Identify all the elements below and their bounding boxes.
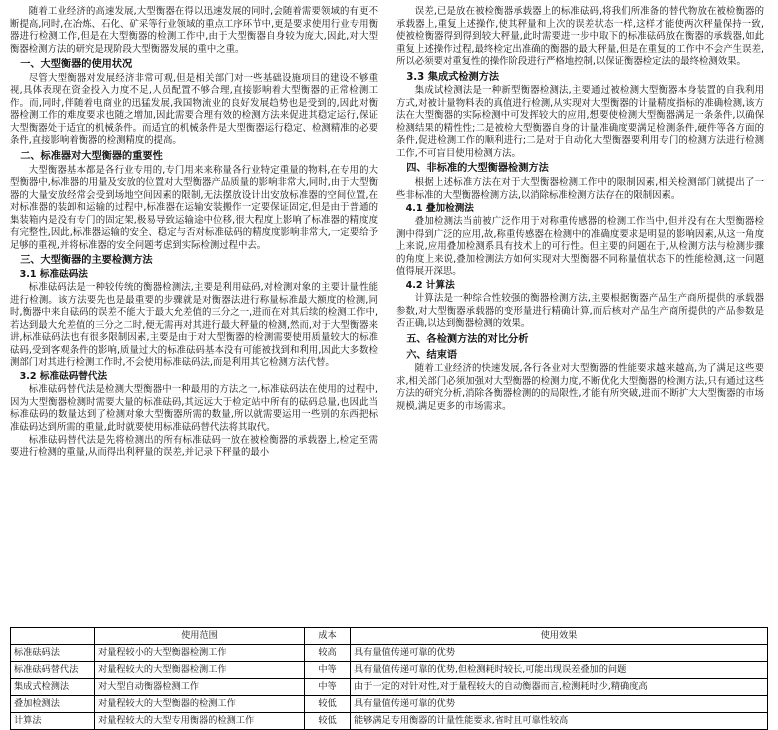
subsection-heading: 4.2 计算法 — [405, 279, 455, 291]
table-header-cell-cost: 成本 — [305, 628, 351, 645]
table-cell-effect: 具有量值传递可靠的优势 — [351, 644, 768, 661]
body-paragraph: 标准砝码替代法是先将检测出的所有标准砝码一放在被检衡器的承载器上,检定至需要进行检测的重量,从而得出利秤量的误差,并记录下秤量的最小 — [10, 434, 378, 459]
table-row — [11, 644, 768, 661]
table-cell-usage: 对大型自动衡器检测工作 — [95, 678, 305, 695]
table-cell-method-name: 计算法 — [11, 712, 95, 729]
table-cell-effect: 具有量值传递可靠的优势 — [351, 695, 768, 712]
body-paragraph: 集成试检测法是一种新型衡器检测法,主要通过被检测大型衡器本身装置的自我利用方式,对被计量物料表的真值进行检测,从实现对大型衡器的计量精度指标的准确检测,该方法在大型衡器的实际检测中可发挥较大的应用,想要使检测大型衡器满足一条条件,以确保检测结果的精性性;二是被检大型衡器自身的计量准确度要满足检测条件,硬件等各方面的条件,促进检测工作的顺利进行;二是对于自动化大型衡器要利用专门的检测方法进行检测工作,不可盲目使用检测方法。 — [396, 85, 764, 159]
table-cell-effect: 能够满足专用衡器的计量性能要求,省时且可靠性较高 — [351, 712, 768, 729]
table-body — [11, 644, 768, 729]
table-row — [11, 695, 768, 712]
body-paragraph: 随着工业经济的高速发展,大型衡器在得以迅速发展的同时,会随着需要领域的有更不断提高,同时,在冶炼、石化、矿采等行业领域的重点工序环节中,更是要求使用行业专用衡器进行检测工作,但是在大型衡器的检测工作中,由于大型衡器自身较为庞大,因此,对大型衡器检测方法的研究是现阶段大型衡器发展的重中之重。 — [10, 6, 378, 55]
table-header-row — [11, 628, 768, 645]
comparison-table — [10, 627, 768, 730]
body-paragraph: 标准砝码替代法是检测大型衡器中一种最用的方法之一,标准砝码法在使用的过程中,因为大型衡器检测时需要大量的标准砝码,其远远大于检定站中所有的砝码总量,也因此当标准砝码的数量达到了检测对象大型衡器所需的数量,所以就需要运用一些别的东西把标准砝码达到所需的重量,此时就要使用标准砝码替代法将其取代。 — [10, 384, 378, 433]
table-cell-usage: 对量程较大的大型衡器检测工作 — [95, 661, 305, 678]
subsection-heading: 4.1 叠加检测法 — [405, 203, 474, 215]
article-columns — [10, 6, 768, 621]
table-cell-cost: 较低 — [305, 695, 351, 712]
table-cell-cost: 较高 — [305, 644, 351, 661]
table-row — [11, 678, 768, 695]
table-cell-method-name: 集成式检测法 — [11, 678, 95, 695]
table-cell-usage: 对量程较大的大型衡器的检测工作 — [95, 695, 305, 712]
section-heading: 3.3 集成式检测方法 — [406, 71, 500, 83]
table-cell-cost: 中等 — [305, 661, 351, 678]
subsection-heading: 3.1 标准砝码法 — [19, 268, 88, 280]
table-cell-effect: 具有量值传递可靠的优势,但检测耗时较长,可能出现误差叠加的问题 — [351, 661, 768, 678]
table-header-cell-blank — [11, 628, 95, 645]
table-header — [11, 628, 768, 645]
table-cell-method-name: 标准砝码法 — [11, 644, 95, 661]
right-column — [396, 6, 764, 621]
body-paragraph: 标准砝码法是一种较传统的衡器检测法,主要是利用砝码,对检测对象的主要计量性能进行检测。该方法要先也是最重要的步骤就是对衡器法进行称量标准最大额度的检测,同时,衡器中来自砝码的误差不能大于最大允差值的三分之一,进而在对其后续的检测工作中,若达到最大允差值的三分之二时,便无需再对其进行最大秤量的检测,然而,对于大型衡器来讲,标准砝码法也有很多限制因素,主要是由于对大型衡器的检测需要使用质量较大的标准砝码,受到客观条件的影响,质量过大的标准砝码基本没有可能被找到和利用,因此大多数检测部门对其进行检测工作时,不会使用标准砝码法,而是利用其它检测方法代替。 — [10, 282, 378, 369]
table-cell-cost: 较低 — [305, 712, 351, 729]
table-cell-usage: 对量程较小的大型衡器检测工作 — [95, 644, 305, 661]
body-paragraph: 尽管大型衡器对发展经济非常可观,但是相关部门对一些基础设施项目的建设不够重视,具体表现在资金投入力度不足,人员配置不够合理,直接影响着大型衡器的正常检测工作。而,同时,伴随着电商业的迅猛发展,我国物流业的良好发展趋势也是受到的,因此对衡器检测工作的难度要求也随之增加,因此需要合理有效的检测方法来促进其稳定运行,保证大型衡器处于适宜的机械条件。而适宜的机械条件是大型衡器运行稳定、检测精准的必要条件,直接影响着衡器的检测精度的提高。 — [10, 72, 378, 147]
body-paragraph: 误差,已是放在被检衡器承载器上的标准砝码,将我们所准备的替代物放在被检衡器的承载器上,重复上述操作,使其秤量和上次的误差状态一样,这样才能使两次秤量保持一致,使被检衡器得到得到较大秤量,此时需要进一步中取下的标准砝码放在衡器的承载器,如此重复上述操作过程,最终检定出准确的衡器的最大秤量,但是在重复的工作中不会产生误差,所以必须要对重复性的操作阶段进行严格地控制,以保证衡器检定法的最终检测效果。 — [396, 6, 764, 67]
body-paragraph: 计算法是一种综合性较强的衡器检测方法,主要根据衡器产品生产商所提供的承载器参数,对大型衡器承载器的变形量进行精确计算,而后核对产品生产商所提供的产品参数是否正确,以达到衡器检测的效果。 — [396, 293, 764, 330]
table-header-cell-effect: 使用效果 — [351, 628, 768, 645]
section-heading: 三、大型衡器的主要检测方法 — [20, 255, 153, 267]
table-header-cell-usage: 使用范围 — [95, 628, 305, 645]
table-cell-usage: 对量程较大的大型专用衡器的检测工作 — [95, 712, 305, 729]
table-cell-effect: 由于一定的对针对性,对于量程较大的自动衡器而言,检测耗时少,精确度高 — [351, 678, 768, 695]
section-heading: 二、标准器对大型衡器的重要性 — [20, 150, 163, 162]
body-paragraph: 随着工业经济的快速发展,各行各业对大型衡器的性能要求越来越高,为了满足这些要求,相关部门必须加强对大型衡器的检测力度,不断优化大型衡器的检测方法,只有通过这些方法的研究分析,消除各衡器检测的的局限性,才能有所突破,进而不断扩大大型衡器的市场规模,满足更多的市场需求。 — [396, 363, 764, 412]
section-heading: 六、结束语 — [406, 349, 458, 361]
section-heading: 五、各检测方法的对比分析 — [406, 333, 529, 345]
table-cell-method-name: 标准砝码替代法 — [11, 661, 95, 678]
body-paragraph: 大型衡器基本都是各行业专用的,专门用来来称量各行业特定重量的物料,在专用的大型衡器中,标准器的用量及安放的位置对大型衡器产品质量的影响非常大,同时,由于大型衡器的大量安放经常会受到场地空间因素的限制,无法摆放设计出安放标准器的空间位置,在对标准器的装卸和运输的过程中,标准器在运输安装搬作一定要保证固定,但是由于普通的集装箱内是没有专门的固定架,极易导致运输途中位移,很大程度上影响了标准器的精度度有完整性,因此,标准器运输的安全、稳定与否对标准砝码的精度度影响非常大,一定要给予足够的重视,并将标准器的安全问题考虑到实际检测过程中去。 — [10, 164, 378, 251]
body-paragraph: 根据上述标准方法在对于大型衡器检测工作中的限制因素,相关检测部门就提出了一些非标准的大型衡器检测方法,以消除标准检测方法存在的限制因素。 — [396, 177, 764, 201]
table-cell-method-name: 叠加检测法 — [11, 695, 95, 712]
left-column — [10, 6, 378, 621]
subsection-heading: 3.2 标准砝码替代法 — [19, 370, 108, 382]
section-heading: 四、非标准的大型衡器检测方法 — [406, 163, 549, 175]
body-paragraph: 叠加检测法当前被广泛作用于对称重传感器的检测工作当中,但并没有在大型衡器检测中得到广泛的应用,故,称重传感器在检测中的准确度要求是明显的影响因素,从这一角度上来说,应用叠加检测系具有技术上的可行性。但主要的问题在于,从检测方法与检测步骤的角度上来说,叠加检测法方如何实现对大型衡器不同称量值状态下的性能检测,这一问题值得展开深思。 — [396, 216, 764, 278]
section-heading: 一、大型衡器的使用状况 — [20, 59, 133, 70]
table-row — [11, 661, 768, 678]
table-cell-cost: 中等 — [305, 678, 351, 695]
